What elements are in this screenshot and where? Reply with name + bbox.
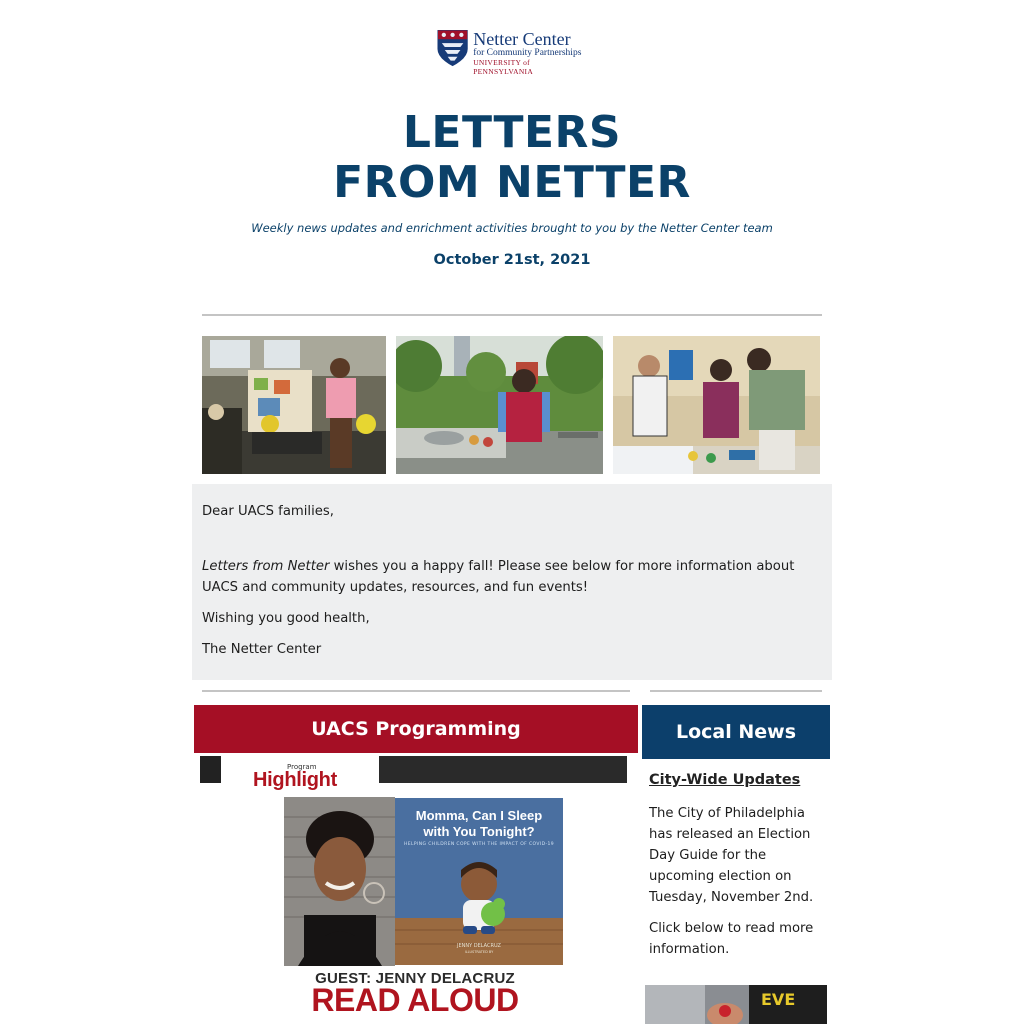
letter-closing: Wishing you good health, [202, 611, 370, 626]
highlight-bar-right [379, 756, 627, 783]
letter-body-rest: wishes you a happy fall! Please see below for more information about UACS and community updates, resources, and fun events! [202, 559, 795, 595]
book-title: Momma, Can I Sleep with You Tonight? [415, 808, 543, 839]
local-news-cta: Click below to read more information. [649, 921, 814, 957]
logo-university: UNIVERSITY of PENNSYLVANIA [473, 58, 534, 76]
divider-right [650, 690, 822, 692]
photo-science-fair [202, 336, 386, 474]
city-wide-updates-link[interactable]: City-Wide Updates [649, 772, 801, 788]
svg-text:EVE: EVE [761, 990, 796, 1009]
newsletter-tagline: Weekly news updates and enrichment activities brought to you by the Netter Center team [251, 221, 773, 235]
book-illustration [395, 798, 563, 965]
divider-left [202, 690, 630, 692]
local-news-body: The City of Philadelphia has released an Election Day Guide for the upcoming election on Tuesday, November 2nd. [649, 806, 814, 905]
book-cover [395, 798, 563, 965]
local-news-photo[interactable] [645, 985, 827, 1024]
highlight-guest: GUEST: JENNY DELACRUZ [315, 970, 515, 987]
highlight-label: Highlight [253, 769, 337, 791]
book-author: JENNY DELACRUZ [457, 943, 501, 949]
book-subtitle: HELPING CHILDREN COPE WITH THE IMPACT OF COVID-19 [403, 842, 554, 847]
newsletter-title [200, 108, 824, 208]
letter-box [192, 484, 832, 680]
letter-greeting: Dear UACS families, [202, 504, 334, 519]
highlight-bar-left [200, 756, 221, 783]
netter-center-logo[interactable] [437, 29, 589, 76]
letter-body-italic: Letters from Netter [202, 559, 330, 574]
section-uacs-programming [194, 705, 638, 753]
section-local-news-title: Local News [675, 721, 797, 743]
photo-outdoor-cooking [396, 336, 603, 474]
highlight-event: READ ALOUD [311, 982, 519, 1018]
logo-name: Netter Center [473, 29, 571, 49]
letter-signature: The Netter Center [202, 642, 322, 657]
photo-kids-crafting [613, 336, 820, 474]
penn-shield-icon [437, 29, 468, 67]
section-local-news [642, 705, 830, 759]
title-line-2: FROM NETTER [333, 157, 691, 208]
program-highlight-card[interactable] [200, 756, 630, 1024]
section-uacs-programming-title: UACS Programming [311, 718, 521, 740]
newsletter-date: October 21st, 2021 [433, 252, 591, 268]
guest-portrait [284, 797, 395, 966]
highlight-program-label: Program [287, 763, 317, 771]
title-line-1: LETTERS [402, 107, 622, 158]
logo-subtitle: for Community Partnerships [473, 48, 582, 58]
letter-body [202, 556, 822, 598]
divider-top [202, 314, 822, 316]
book-illustrator: ILLUSTRATED BY [464, 950, 494, 954]
